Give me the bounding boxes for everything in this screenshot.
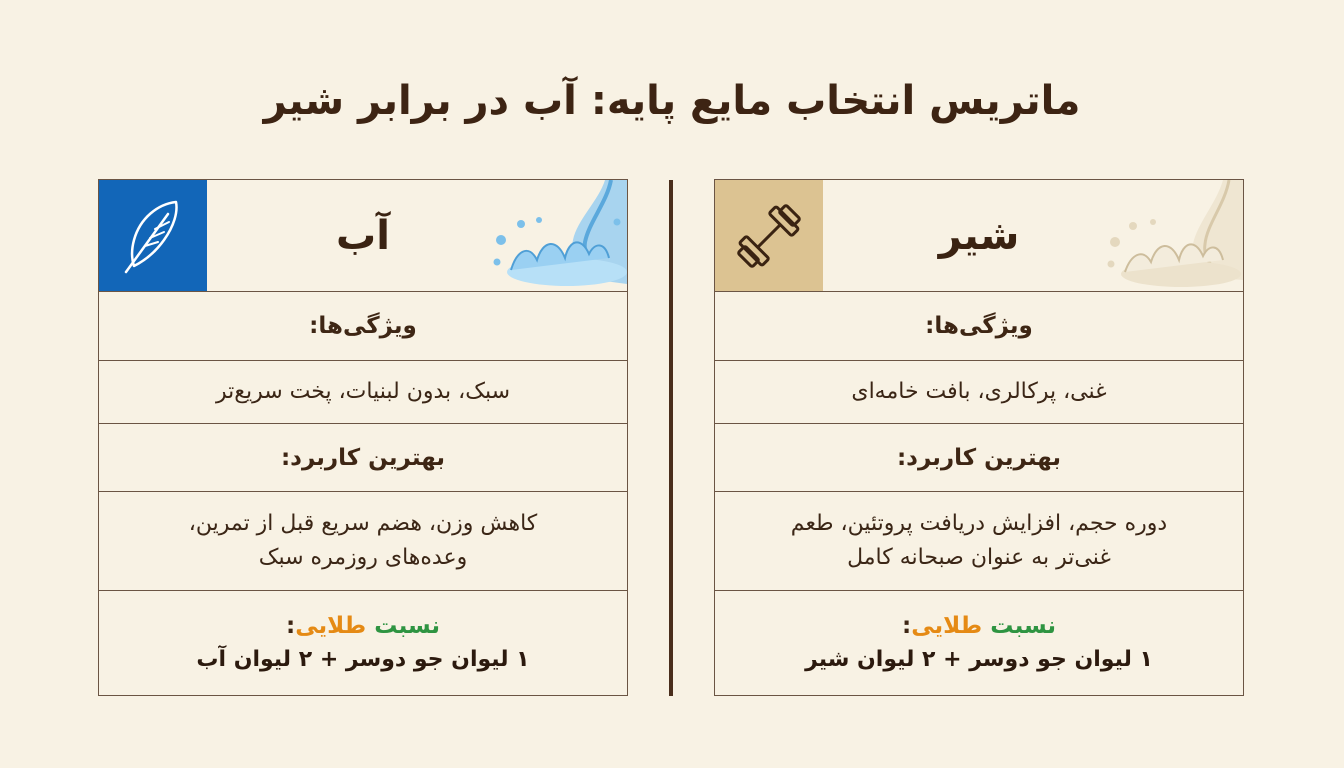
milk-golden-ratio-value: ۱ لیوان جو دوسر + ۲ لیوان شیر bbox=[805, 647, 1153, 672]
milk-card-title: شیر bbox=[938, 212, 1020, 259]
milk-best-use-line1: دوره حجم، افزایش دریافت پروتئین، طعم bbox=[790, 511, 1168, 536]
water-card bbox=[98, 179, 628, 696]
water-best-use-value bbox=[99, 492, 627, 591]
water-features-value: سبک، بدون لبنیات، پخت سریع‌تر bbox=[99, 361, 627, 424]
water-golden-ratio-value: ۱ لیوان جو دوسر + ۲ لیوان آب bbox=[196, 647, 530, 672]
golden-word-1: نسبت bbox=[990, 613, 1057, 639]
golden-word-2: طلایی bbox=[295, 613, 367, 639]
milk-features-label: ویژگی‌ها: bbox=[715, 292, 1243, 361]
water-badge bbox=[99, 180, 207, 291]
water-splash-icon bbox=[477, 180, 627, 291]
water-golden-ratio-label bbox=[286, 609, 440, 643]
feather-icon bbox=[118, 196, 188, 276]
golden-colon: : bbox=[285, 613, 296, 639]
milk-best-use-line2: غنی‌تر به عنوان صبحانه کامل bbox=[847, 545, 1111, 570]
water-best-use-label: بهترین کاربرد: bbox=[99, 424, 627, 492]
golden-word-1: نسبت bbox=[374, 613, 441, 639]
milk-card-header bbox=[715, 180, 1243, 292]
milk-golden-ratio-label bbox=[902, 609, 1056, 643]
page-title: ماتریس انتخاب مایع پایه: آب در برابر شیر bbox=[263, 78, 1081, 124]
golden-colon: : bbox=[901, 613, 912, 639]
milk-features-value: غنی، پرکالری، بافت خامه‌ای bbox=[715, 361, 1243, 424]
water-features-label: ویژگی‌ها: bbox=[99, 292, 627, 361]
water-best-use-line2: وعده‌های روزمره سبک bbox=[258, 545, 468, 570]
center-divider bbox=[669, 180, 673, 696]
milk-best-use-label: بهترین کاربرد: bbox=[715, 424, 1243, 492]
water-card-title: آب bbox=[336, 212, 390, 259]
milk-best-use-value bbox=[715, 492, 1243, 591]
milk-card bbox=[714, 179, 1244, 696]
dumbbell-icon bbox=[729, 196, 809, 276]
milk-badge bbox=[715, 180, 823, 291]
milk-splash-icon bbox=[1093, 180, 1243, 291]
golden-word-2: طلایی bbox=[911, 613, 983, 639]
water-card-header bbox=[99, 180, 627, 292]
water-best-use-line1: کاهش وزن، هضم سریع قبل از تمرین، bbox=[188, 511, 538, 536]
milk-golden-ratio bbox=[715, 591, 1243, 695]
water-golden-ratio bbox=[99, 591, 627, 695]
